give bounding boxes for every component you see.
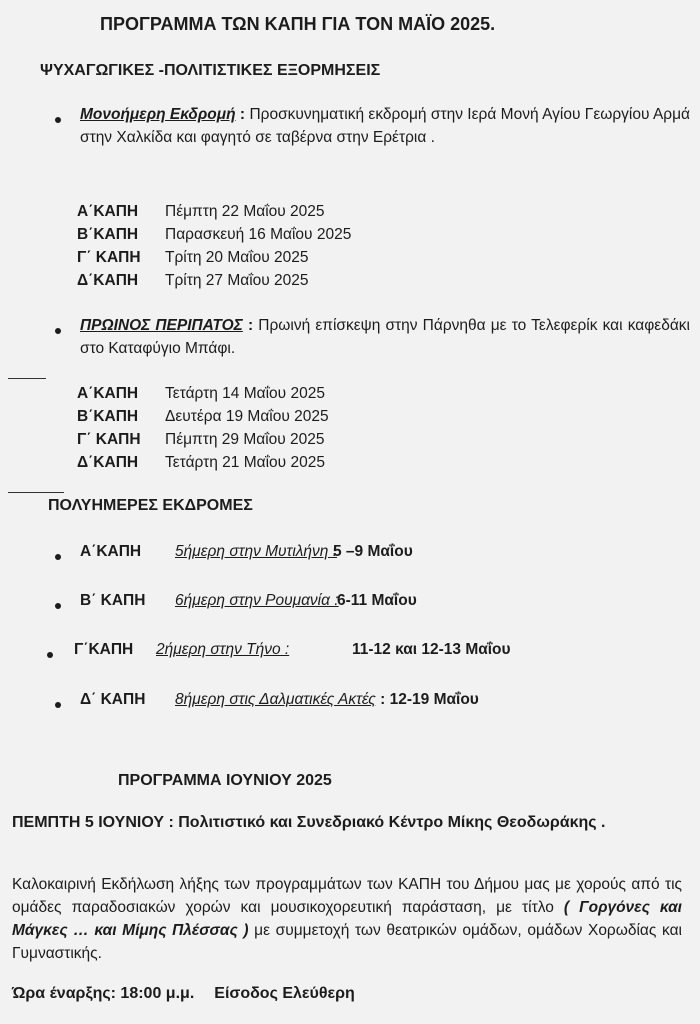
june-entry: Είσοδος Ελεύθερη: [214, 985, 355, 1002]
multiday-destination: 6ήμερη στην Ρουμανία :: [175, 592, 339, 609]
section-heading-multiday: ΠΟΛΥΗΜΕΡΕΣ ΕΚΔΡΟΜΕΣ: [48, 497, 253, 514]
kapi-name: Γ΄ΚΑΠΗ: [74, 641, 134, 658]
kapi-name: Δ΄ ΚΑΠΗ: [80, 691, 146, 708]
kapi-name: Δ΄ΚΑΠΗ: [77, 272, 139, 289]
multiday-destination: 5ήμερη στην Μυτιλήνη :: [175, 543, 338, 560]
schedule-row: [77, 428, 329, 451]
trip1-sep: :: [235, 106, 250, 123]
bullet: [55, 603, 61, 609]
schedule-row: [77, 246, 351, 269]
multiday-dates: 11-12 και 12-13 Μαΐου: [352, 641, 511, 658]
bullet: [55, 554, 61, 560]
kapi-name: Δ΄ΚΑΠΗ: [77, 454, 139, 471]
trip1-text: Προσκυνηματική εκδρομή στην Ιερά Μονή Αγίου Γεωργίου Αρμά στην Χαλκίδα και φαγητό σε ταβέρνα στην Ερέτρια .: [80, 106, 690, 146]
section-heading-excursions: ΨΥΧΑΓΩΓΙΚΕΣ -ΠΟΛΙΤΙΣΤΙΚΕΣ ΕΞΟΡΜΗΣΕΙΣ: [40, 62, 381, 79]
schedule-row: [77, 269, 351, 292]
section-heading-june: ΠΡΟΓΡΑΜΜΑ ΙΟΥΝΙΟΥ 2025: [118, 772, 332, 789]
trip2-sep: :: [242, 317, 259, 334]
june-event-description: [12, 873, 682, 965]
multiday-sep: :: [375, 691, 390, 708]
schedule-date: Δευτέρα 19 Μαΐου 2025: [165, 408, 329, 425]
trip2-schedule: [77, 382, 329, 474]
kapi-name: Β΄ΚΑΠΗ: [77, 226, 139, 243]
multiday-item: [80, 691, 479, 709]
bullet: [55, 702, 61, 708]
kapi-name: Β΄ΚΑΠΗ: [77, 408, 139, 425]
schedule-row: [77, 223, 351, 246]
multiday-item: [80, 592, 417, 610]
bullet: [55, 117, 61, 123]
kapi-name: Α΄ΚΑΠΗ: [80, 543, 142, 560]
june-event-date: ΠΕΜΠΤΗ 5 ΙΟΥΝΙΟΥ: [12, 814, 165, 831]
multiday-dates: 12-19 Μαΐου: [389, 691, 479, 708]
multiday-destination: 8ήμερη στις Δαλματικές Ακτές: [175, 691, 376, 708]
schedule-date: Τρίτη 27 Μαΐου 2025: [165, 272, 309, 289]
bullet: [55, 328, 61, 334]
schedule-row: [77, 405, 329, 428]
schedule-date: Πέμπτη 29 Μαΐου 2025: [165, 431, 325, 448]
trip2-description: [80, 314, 690, 360]
page-title: ΠΡΟΓΡΑΜΜΑ ΤΩΝ ΚΑΠΗ ΓΙΑ ΤΟΝ ΜΑΪΟ 2025.: [100, 14, 496, 34]
schedule-row: [77, 200, 351, 223]
june-event-text: με συμμετοχή των θεατρικών ομάδων, ομάδων Χορωδίας και Γυμναστικής.: [12, 922, 682, 962]
multiday-item: [80, 543, 413, 561]
multiday-dates: 5 –9 Μαΐου: [333, 543, 413, 560]
kapi-name: Β΄ ΚΑΠΗ: [80, 592, 146, 609]
trip2-text: Πρωινή επίσκεψη στην Πάρνηθα με το Τελεφερίκ και καφεδάκι στο Καταφύγιο Μπάφι.: [80, 317, 690, 357]
trip2-label: ΠΡΩΙΝΟΣ ΠΕΡΙΠΑΤΟΣ: [80, 317, 243, 334]
june-show-title: ( Γοργόνες και Μάγκες … και Μίμης Πλέσσας ): [12, 899, 682, 939]
bullet: [47, 652, 53, 658]
june-event-sep: :: [164, 814, 179, 831]
schedule-row: [77, 382, 329, 405]
kapi-name: Α΄ΚΑΠΗ: [77, 385, 139, 402]
june-event-header: [12, 811, 682, 834]
kapi-name: Α΄ΚΑΠΗ: [77, 203, 139, 220]
trip1-schedule: [77, 200, 351, 292]
june-event-text: Καλοκαιρινή Εκδήλωση λήξης των προγραμμάτων των ΚΑΠΗ του Δήμου μας με χορούς από τις ομάδες παραδοσιακών χορών και μουσικοχορευτική παράσταση, με τίτλο: [12, 876, 682, 916]
divider: [8, 378, 46, 379]
june-event-footer: [12, 985, 355, 1003]
multiday-destination: 2ήμερη στην Τήνο :: [156, 641, 290, 658]
divider: [8, 492, 64, 493]
schedule-row: [77, 451, 329, 474]
schedule-date: Παρασκευή 16 Μαΐου 2025: [165, 226, 352, 243]
multiday-dates: 6-11 Μαΐου: [337, 592, 417, 609]
multiday-item: [74, 641, 511, 659]
kapi-name: Γ΄ ΚΑΠΗ: [77, 249, 141, 266]
trip1-label: Μονοήμερη Εκδρομή: [80, 106, 236, 123]
kapi-name: Γ΄ ΚΑΠΗ: [77, 431, 141, 448]
june-start-time: Ώρα έναρξης: 18:00 μ.μ.: [12, 985, 195, 1002]
trip1-description: [80, 103, 690, 149]
schedule-date: Τρίτη 20 Μαΐου 2025: [165, 249, 309, 266]
schedule-date: Τετάρτη 14 Μαΐου 2025: [165, 385, 325, 402]
june-event-venue: Πολιτιστικό και Συνεδριακό Κέντρο Μίκης Θεοδωράκης .: [178, 814, 606, 831]
schedule-date: Πέμπτη 22 Μαΐου 2025: [165, 203, 325, 220]
schedule-date: Τετάρτη 21 Μαΐου 2025: [165, 454, 325, 471]
